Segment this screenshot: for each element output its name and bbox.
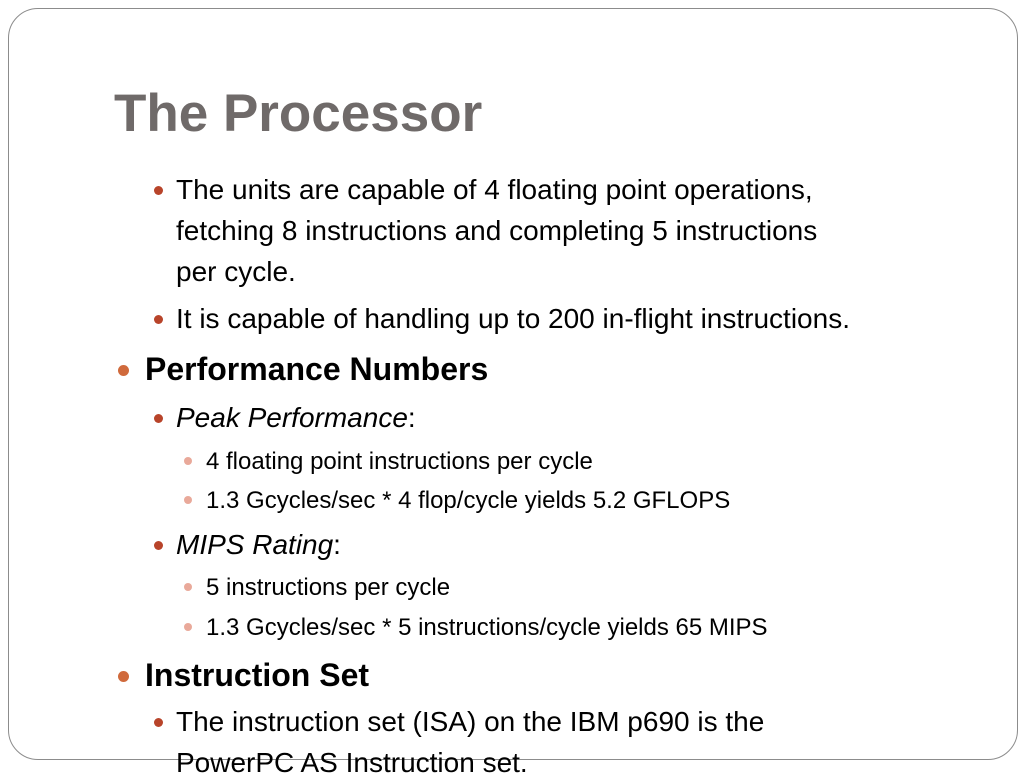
bullet-text: It is capable of handling up to 200 in-flight instructions. xyxy=(176,303,850,334)
bullet-suffix: : xyxy=(407,402,416,433)
bullet-icon xyxy=(154,315,163,324)
bullet-emphasis: Peak Performance xyxy=(176,402,408,433)
bullet-icon xyxy=(118,671,129,682)
bullet-suffix: : xyxy=(333,529,341,560)
bullet-icon xyxy=(154,186,163,195)
slide-title: The Processor xyxy=(114,84,483,143)
bullet-line: fetching 8 instructions and completing 5 instructions xyxy=(176,215,818,246)
bullet-text: 1.3 Gcycles/sec * 4 flop/cycle yields 5.2 GFLOPS xyxy=(206,487,731,514)
bullet-icon xyxy=(184,583,192,591)
bullet-icon xyxy=(184,457,192,465)
bullet-line: PowerPC AS Instruction set. xyxy=(176,747,528,778)
bullet-text xyxy=(176,397,416,438)
bullet-line: The instruction set (ISA) on the IBM p690 is the xyxy=(176,706,765,737)
bullet-text: Performance Numbers xyxy=(145,351,489,387)
bullet-icon xyxy=(154,718,163,727)
bullet-icon xyxy=(184,496,192,504)
slide-content xyxy=(9,9,1017,778)
bullet-icon xyxy=(184,623,192,631)
bullet-text xyxy=(176,524,341,565)
bullet-text: Instruction Set xyxy=(145,657,370,693)
bullet-icon xyxy=(118,365,129,376)
bullet-line: per cycle. xyxy=(176,256,296,287)
bullet-icon xyxy=(154,414,163,423)
bullet-line: The units are capable of 4 floating point operations, xyxy=(176,174,813,205)
slide xyxy=(8,8,1018,778)
bullet-text: 5 instructions per cycle xyxy=(206,574,451,601)
bullet-icon xyxy=(154,541,163,550)
bullet-emphasis: MIPS Rating xyxy=(176,529,334,560)
bullet-text: 1.3 Gcycles/sec * 5 instructions/cycle yields 65 MIPS xyxy=(206,614,768,641)
bullet-text: 4 floating point instructions per cycle xyxy=(206,448,593,475)
